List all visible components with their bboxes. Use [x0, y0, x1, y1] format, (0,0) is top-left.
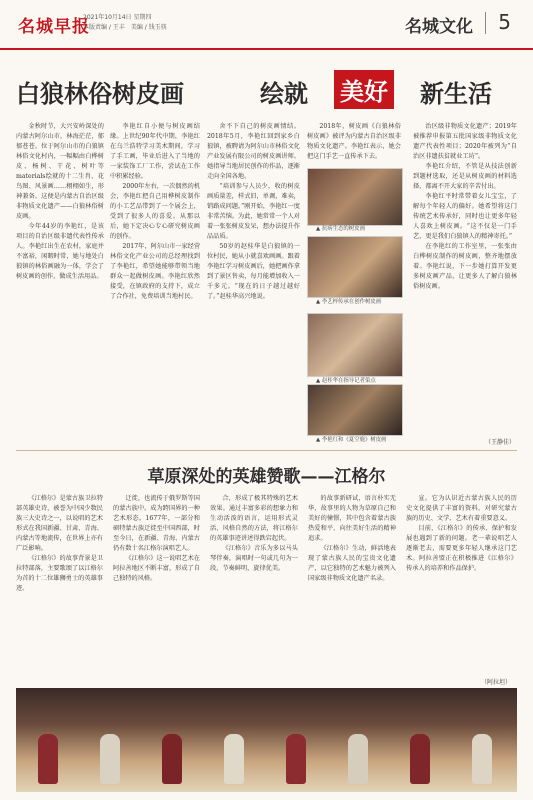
article-paragraph: 《江格尔》的故事背景是卫拉特部落，主要歌颂了以江格尔为首的十二位雄狮勇士的英雄事迹。 [16, 555, 103, 592]
headline-part-4: 新生活 [420, 80, 492, 108]
article-paragraph: 李艳红介绍，不管是从技法创新到题材选取，还是从树皮画的材料选择，都离不开大家的辛苦付出。 [413, 163, 517, 190]
headline-part-1: 白狼林俗树皮画 [16, 80, 184, 108]
article1-column-4 [307, 122, 401, 162]
page-number: 5 [498, 10, 511, 34]
performer-figure [410, 734, 430, 784]
article-paragraph: 目前，《江格尔》的传承、保护和发展也遇到了新的问题。老一辈说唱艺人逐渐老去，需要更多年轻人继承这门艺术。阿拉善盟正在积极推进《江格尔》传承人的培养和作品保护。 [406, 525, 517, 572]
masthead-divider [485, 12, 486, 34]
article-paragraph: 2018年，树皮画《白狼林俗树皮画》被评为内蒙古自治区级非物质文化遗产。李艳红表示，她会把这门手艺一直传承下去。 [307, 123, 401, 160]
photo-artist-creating [307, 236, 403, 298]
article-paragraph: 今年44岁的李艳红，是该项目的自治区级非遗代表性传承人。李艳红出生在农村，家庭并不富裕，闲暇时常，她与地处白狼镇的林俗画融为一体，学会了树皮画的创作，做成生活用品。 [16, 223, 104, 280]
photo-instruction [307, 313, 403, 377]
article-paragraph: 金秋时节，大兴安岭深处的内蒙古阿尔山市，林海茫茫，郁郁苍苍。位于阿尔山市的白狼镇林俗文化村内，一幅幅由白桦树皮、杨树、干花、树叶等materials绘就的十二生肖、花鸟图、风景画……栩栩如生，形神兼备。这便是内蒙古自治区级非物质文化遗产——白狼林俗树皮画。 [16, 123, 104, 220]
headline-part-2: 绘就 [260, 80, 308, 108]
article1-column-1 [16, 122, 104, 282]
performer-figure [100, 734, 120, 784]
editor-line: 本版责编 / 王丰 美编 / 钱玉筷 [83, 24, 167, 31]
main-headline [16, 70, 516, 106]
headline-highlight: 美好 [334, 70, 394, 109]
article-paragraph: 李艳红平时常带着女儿宝宝，了解每个年轻人的偏好。她希望将这门传统艺术传承好，同时也让更多年轻人喜欢上树皮画。“这不仅是一门手艺，更是我们白狼镇人的精神寄托。” [413, 193, 517, 240]
photo-artist-with-painting [307, 384, 403, 436]
performer-figure [472, 734, 492, 784]
performer-figure [224, 734, 244, 784]
article2-column-3 [210, 494, 298, 574]
photo-bark-painting [307, 168, 403, 226]
article2-column-5 [406, 494, 517, 574]
article2-column-2 [113, 494, 200, 584]
article-paragraph: 合，形成了极其特殊的艺术效果。通过丰富多彩的想象力和生动活泼的语言，运用形式灵活、风格自然的方法，将江格尔的英雄事迹讲述得跌宕起伏。 [210, 495, 298, 542]
article-paragraph: 《江格尔》生动，鲜活地表现了蒙古族人民的宝贵文化遗产，以它独特的艺术魅力被列入国家级非物质文化遗产名录。 [308, 545, 396, 582]
section-title: 名城文化 [405, 17, 473, 37]
article-paragraph: 《江格尔》这一说唱艺术在阿拉善地区不断丰富，形成了自己独特的风格。 [113, 555, 200, 582]
performer-figure [286, 734, 306, 784]
article-paragraph: 50岁的赵桂华是白狼镇的一位村民，她从小就喜欢画画。跟着李艳红学习树皮画后，她把画作拿到了景区售卖，每月能增加收入一千多元。“现在的日子越过越好了。”赵桂华高兴地说。 [207, 243, 300, 300]
section-divider [16, 450, 517, 451]
article-paragraph: 在李艳红的工作室里，一张张由白桦树皮制作的树皮画，整齐地摆放着。李艳红说，下一步她打算开发更多树皮画产品，让更多人了解白狼林俗树皮画。 [413, 243, 517, 290]
article-paragraph: 李艳红自小便与树皮画结缘。上世纪90年代中期，李艳红在乌兰浩特学习美术期间，学习了手工画，毕业后进入了当地的一家装饰工厂工作，尝试在工作中积累经验。 [110, 123, 200, 180]
photo-caption: ▲ 李艳红和《夏空鹿》树皮画 [316, 437, 387, 443]
photo-caption: ▲ 李艺梓传承在创作树皮画 [316, 299, 382, 305]
article-paragraph: “培训参与人员少，收的树皮画质量差，样式旧，单调，难卖，销路成问题。”刚开始，李艳红一度非常苦恼。为此，她常常一个人对着一张张树皮发呆，想办法提升作品品质。 [207, 183, 300, 240]
date-line: 2021年10月14日 星期四 [83, 14, 152, 21]
article1-author: （王静佳） [484, 439, 515, 446]
article-paragraph: 迁徙，也流传于俄罗斯等国的蒙古族中。成为跨国界的一种艺术形态。1677年，一部分和硕特蒙古族迁徙至中国西部，时至今日，在新疆、青海、内蒙古仍有数十名江格尔演唱艺人。 [113, 495, 200, 552]
article1-column-5 [413, 122, 517, 292]
performer-figure [38, 734, 58, 784]
performance-photo [16, 688, 517, 792]
performer-figure [348, 734, 368, 784]
article-paragraph: 舍不下自己的树皮画情结。2018年5月，李艳红回到家乡白狼镇，被聘请为阿尔山市林俗文化产业发展有限公司的树皮画讲师。她指导当地居民创作的作品，逐渐走向全国各地。 [207, 123, 300, 180]
article2-column-1 [16, 494, 103, 594]
photo-caption: ▲ 赵桂华在指导记者染点 [316, 378, 376, 384]
article-paragraph: 2000年左右，一次偶然的机会，李艳红把自己用桦树皮制作的小工艺品带到了一个展会上，受到了很多人的喜爱。从那以后，她下定决心专心研究树皮画的创作。 [110, 183, 201, 240]
article-paragraph: 2017年，阿尔山市一家经营林俗文化产业公司的总经理找到了李艳红，希望她能够带领当地群众一起做树皮画。李艳红欣然接受，在镇政府的支持下，成立了合作社，免费培训当地村民。 [110, 243, 201, 300]
article-paragraph: 宣。它为认识近古蒙古族人民的历史文化提供了丰富的资料，对研究蒙古族的历史、文学、艺术有着重要意义。 [406, 495, 517, 522]
performer-figure [162, 734, 182, 784]
article-paragraph: 《江格尔》是蒙古族卫拉特部英雄史诗，被誉为中国少数民族三大史诗之一，以说唱的艺术形式在我国新疆、甘肃、青海、内蒙古等地流传，在世界上亦有广泛影响。 [16, 495, 103, 552]
newspaper-logo: 名城早报 [18, 17, 90, 37]
article1-column-2 [110, 122, 200, 302]
article2-title: 草原深处的英雄赞歌——江格尔 [147, 467, 386, 487]
article1-column-3 [207, 122, 300, 302]
article-paragraph: 《江格尔》音乐为多以马头琴伴奏，演唱时一句或几句为一段，节奏鲜明，旋律优美。 [210, 545, 298, 572]
photo-caption: ▲ 抗病生态的树皮画 [316, 226, 365, 232]
article2-column-4 [308, 494, 396, 584]
article-paragraph: 治区级非物质文化遗产；2019年被推荐申报第五批国家级非物质文化遗产代表性项目；2020年被列为“自治区非遗扶贫就业工坊”。 [413, 123, 517, 160]
masthead [0, 0, 533, 50]
article2-author: （阿拉坦） [480, 679, 511, 686]
article-paragraph: 的故事新研试，语言朴实无华，故事里的人物为草原自己和美好的憧憬，其中包含着蒙古族热爱和平、向往美好生活的精神追求。 [308, 495, 396, 542]
